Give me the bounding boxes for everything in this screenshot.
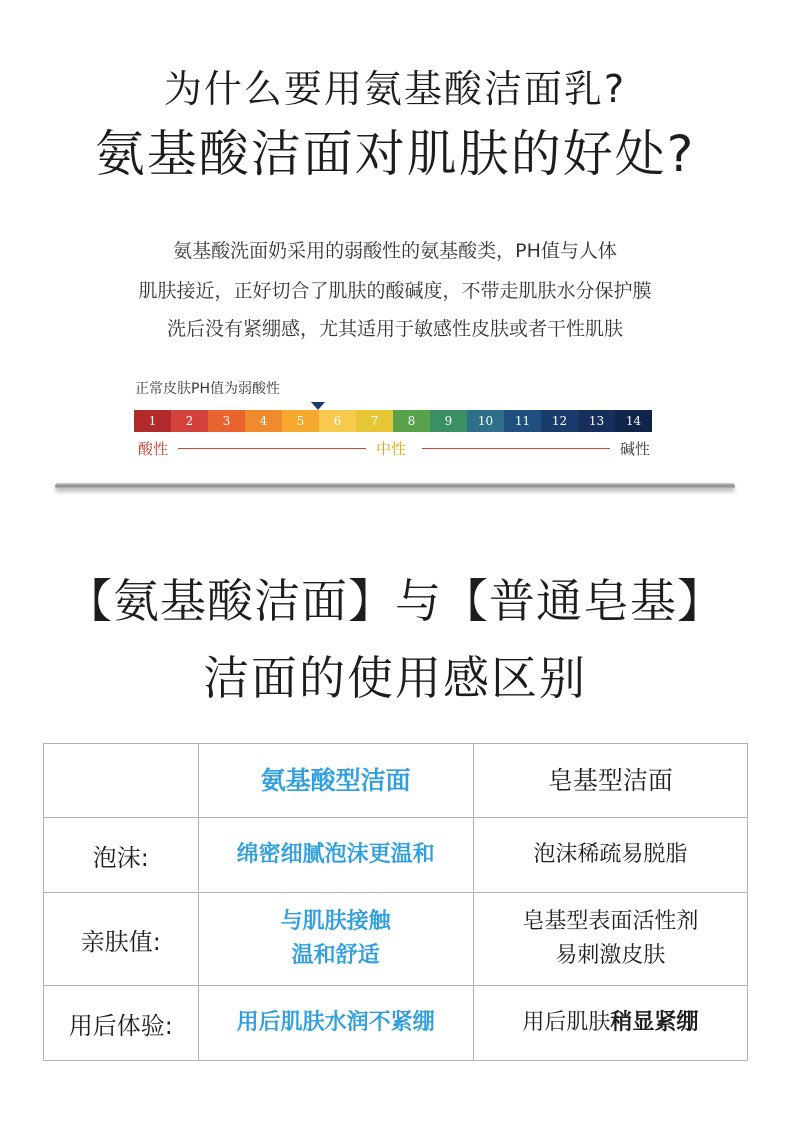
ph-cell-5: 5 <box>282 410 319 432</box>
ph-cell-3: 3 <box>208 410 245 432</box>
amino-cell <box>198 986 473 1061</box>
ph-cell-12: 12 <box>541 410 578 432</box>
row-label: 亲肤值: <box>44 893 199 986</box>
cell-text: 用后肌肤水润不紧绷 <box>236 1010 435 1035</box>
col-header-amino: 氨基酸型洁面 <box>198 744 473 818</box>
ph-cell-1: 1 <box>134 410 171 432</box>
soap-cell <box>473 986 747 1061</box>
cell-text: 绵密细腻泡沫更温和 <box>236 842 435 867</box>
cell-text-emphasis: 稍显紧绷 <box>610 1010 699 1035</box>
ph-neutral-label: 中性 <box>376 440 407 458</box>
ph-scale-bar <box>134 410 652 432</box>
ph-cell-4: 4 <box>245 410 282 432</box>
intro-line-1: 氨基酸洗面奶采用的弱酸性的氨基酸类，PH值与人体 <box>173 240 617 262</box>
ph-cell-14: 14 <box>615 410 652 432</box>
soap-cell <box>473 893 747 986</box>
cell-text: 易刺激皮肤 <box>555 943 666 968</box>
ph-cell-2: 2 <box>171 410 208 432</box>
ph-cell-10: 10 <box>467 410 504 432</box>
cell-text: 泡沫稀疏易脱脂 <box>533 842 688 867</box>
comparison-table <box>43 743 748 1061</box>
row-label: 用后体验: <box>44 986 199 1061</box>
table-corner-cell <box>44 744 199 818</box>
row-label: 泡沫: <box>44 818 199 893</box>
ph-marker-icon <box>311 402 325 410</box>
ph-cell-8: 8 <box>393 410 430 432</box>
section-divider <box>55 483 735 489</box>
table-row <box>44 986 748 1061</box>
ph-line-right <box>422 448 610 449</box>
comparison-title-1: 【氨基酸洁面】与【普通皂基】 <box>66 574 724 628</box>
cell-text: 用后肌肤 <box>522 1010 611 1035</box>
question-heading: 为什么要用氨基酸洁面乳? <box>163 67 627 111</box>
cell-text: 与肌肤接触 <box>280 909 391 934</box>
amino-cell <box>198 818 473 893</box>
soap-cell <box>473 818 747 893</box>
ph-cell-7: 7 <box>356 410 393 432</box>
ph-cell-13: 13 <box>578 410 615 432</box>
ph-acid-label: 酸性 <box>138 440 169 458</box>
table-row <box>44 893 748 986</box>
intro-line-2: 肌肤接近，正好切合了肌肤的酸碱度，不带走肌肤水分保护膜 <box>138 280 652 302</box>
cell-text: 皂基型表面活性剂 <box>522 909 699 934</box>
amino-cell <box>198 893 473 986</box>
ph-cell-6: 6 <box>319 410 356 432</box>
col-header-soap: 皂基型洁面 <box>473 744 747 818</box>
ph-cell-9: 9 <box>430 410 467 432</box>
ph-cell-11: 11 <box>504 410 541 432</box>
ph-line-left <box>178 448 366 449</box>
intro-line-3: 洗后没有紧绷感，尤其适用于敏感性皮肤或者干性肌肤 <box>166 318 623 340</box>
comparison-title-2: 洁面的使用感区别 <box>203 651 587 705</box>
table-row <box>44 818 748 893</box>
cell-text: 温和舒适 <box>291 943 380 968</box>
ph-caption: 正常皮肤PH值为弱酸性 <box>135 381 280 397</box>
table-header-row <box>44 744 748 818</box>
ph-alkali-label: 碱性 <box>620 440 651 458</box>
benefit-heading: 氨基酸洁面对肌肤的好处? <box>94 125 696 183</box>
